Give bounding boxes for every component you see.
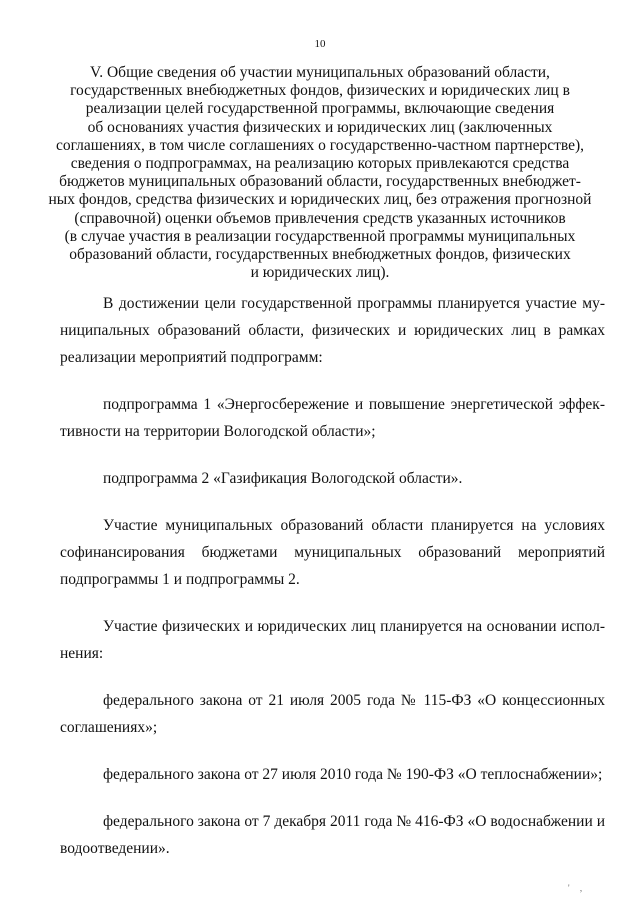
text-line: соглашениях»;	[60, 719, 158, 736]
text-line: подпрограмма 1 «Энергосбережение и повышение энергетической эффек-	[103, 396, 605, 413]
heading-line: государственных внебюджетных фондов, физических и юридических лиц в	[70, 82, 570, 100]
paragraph-participation-intro	[60, 290, 605, 371]
paragraph-subprogram-2	[60, 465, 605, 492]
text-line: подпрограммы 1 и подпрограммы 2.	[60, 571, 300, 588]
text-line: ниципальных образований области, физических и юридических лиц в рамках	[60, 322, 605, 339]
heading-line: ных фондов, средства физических и юридических лиц, без отражения прогнозной	[48, 191, 592, 209]
paragraph-municipal-participation	[60, 512, 605, 593]
heading-line: образований области, государственных внебюджетных фондов, физических	[69, 246, 571, 264]
page-number: 10	[314, 38, 326, 50]
heading-line: сведения о подпрограммах, на реализацию которых привлекаются средства	[70, 155, 570, 173]
text-line: федерального закона от 27 июля 2010 года № 190-ФЗ «О теплоснабжении»;	[103, 766, 603, 783]
heading-line: бюджетов муниципальных образований области, государственных внебюджет-	[59, 173, 581, 191]
heading-line: соглашениях, в том числе соглашениях о государственно-частном партнерстве),	[55, 136, 585, 154]
heading-line: и юридических лиц).	[250, 264, 390, 282]
heading-line: реализации целей государственной программы, включающие сведения	[85, 100, 555, 118]
text-line: федерального закона от 7 декабря 2011 года № 416-ФЗ «О водоснабжении и	[103, 813, 605, 830]
text-line: реализации мероприятий подпрограмм:	[60, 349, 323, 366]
paragraph-law-115	[60, 687, 605, 741]
heading-line: (в случае участия в реализации государственной программы муниципальных	[64, 227, 576, 245]
paragraph-law-190	[60, 761, 605, 788]
heading-line: V. Общие сведения об участии муниципальных образований области,	[90, 64, 550, 81]
text-line: тивности на территории Вологодской области»;	[60, 423, 376, 440]
document-body	[60, 290, 605, 882]
text-line: нения:	[60, 645, 104, 662]
paragraph-subprogram-1	[60, 391, 605, 445]
text-line: Участие муниципальных образований области планируется на условиях	[103, 517, 605, 534]
text-line: софинансирования бюджетами муниципальных образований мероприятий	[60, 544, 605, 561]
paragraph-law-416	[60, 808, 605, 862]
text-line: Участие физических и юридических лиц планируется на основании испол-	[103, 618, 605, 635]
text-line: федерального закона от 21 июля 2005 года № 115-ФЗ «О концессионных	[103, 692, 605, 709]
text-line: водоотведении».	[60, 840, 170, 857]
heading-line: (справочной) оценки объемов привлечения средств указанных источников	[74, 209, 566, 227]
text-line: В достижении цели государственной программы планируется участие му-	[103, 295, 605, 312]
text-line: подпрограмма 2 «Газификация Вологодской области».	[103, 470, 463, 487]
heading-line: об основаниях участия физических и юридических лиц (заключенных	[87, 118, 553, 136]
scan-mark: ' ,	[568, 883, 587, 893]
paragraph-legal-entities-participation	[60, 613, 605, 667]
section-heading	[40, 64, 600, 282]
